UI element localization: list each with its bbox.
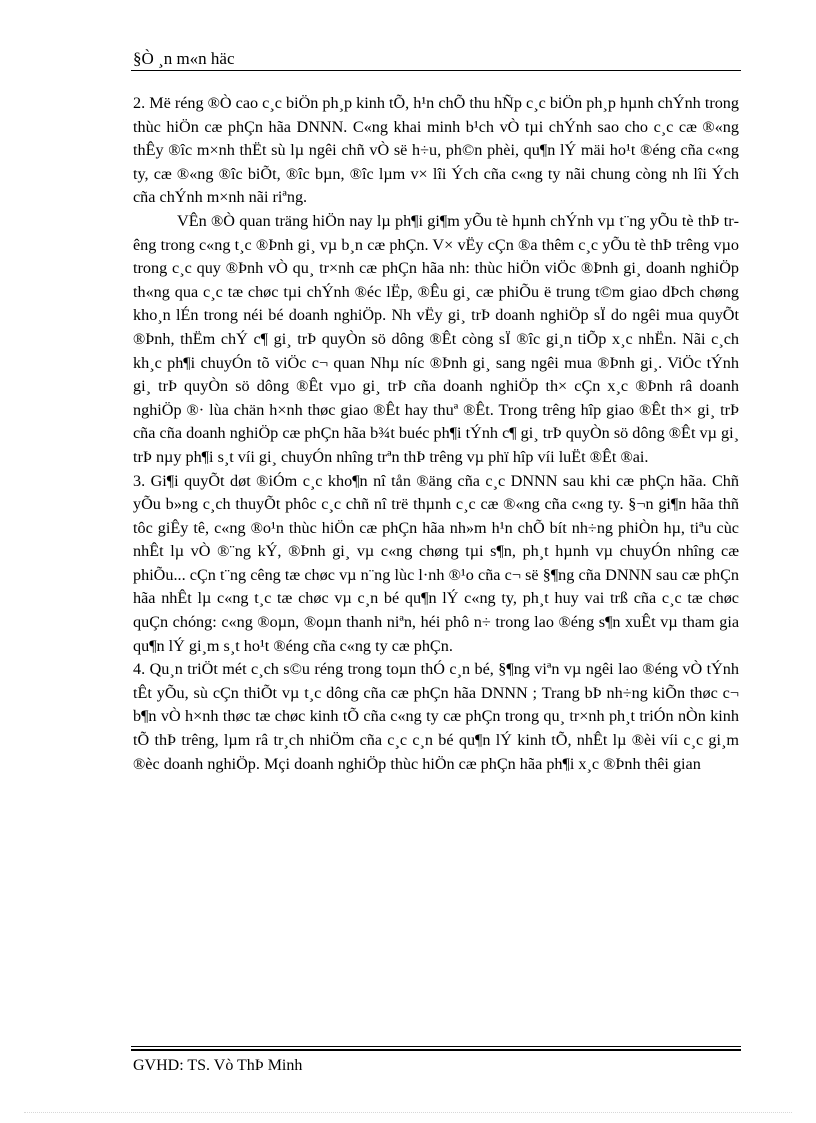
paragraph-point-3: 3. Gi¶i quyÕt døt ®iÓm c¸c kho¶n nî tån ®äng cña c¸c DNNN sau khi cæ phÇn hãa. Chñ yÕu b»ng c¸ch thuyÕt phôc c¸c chñ nî trë thµnh c¸c cæ ®«ng cña c«ng ty. §¬n gi¶n hãa thñ tôc giÊy tê, c«ng ®o¹n thùc hiÖn cæ phÇn hãa nh»m h¹n chÕ bít nh÷ng phiÒn hµ, tiªu cùc nhÊt lµ vÒ ®¨ng kÝ, ®Þnh gi¸ vµ c«ng chøng tµi s¶n, ph¸t hµnh vµ chuyÓn nhîng cæ phiÕu... cÇn t¨ng cêng tæ chøc vµ n¨ng lùc l·nh ®¹o cña c¬ së §¶ng cña DNNN sau cæ phÇn hãa nhÊt lµ c«ng t¸c tæ chøc vµ c¸n bé qu¶n lÝ c«ng ty, ph¸t huy vai trß cña c¸c tæ chøc quÇn chóng: c«ng ®oµn, ®oµn thanh niªn, héi phô n÷ trong lao ®éng s¶n xuÊt vµ tham gia qu¶n lÝ gi¸m s¸t ho¹t ®éng cña c«ng ty cæ phÇn. [133, 471, 739, 655]
header-title: §Ò ¸n m«n häc [133, 49, 235, 68]
page-header [131, 48, 741, 72]
page-footer [131, 1046, 741, 1086]
page-bottom-edge [24, 1112, 792, 1113]
footer-rule-thin [131, 1046, 741, 1047]
header-rule [131, 70, 741, 71]
footer-rule-thick [131, 1049, 741, 1051]
paragraph-point-2: 2. Më réng ®Ò cao c¸c biÖn ph¸p kinh tÕ, h¹n chÕ thu hÑp c¸c biÖn ph¸p hµnh chÝnh trong thùc hiÖn cæ phÇn hãa DNNN. C«ng khai minh b¹ch vÒ tµi chÝnh sao cho c¸c cæ ®«ng thÊy ®îc m×nh thËt sù lµ ngêi chñ vÒ së h÷u, ph©n phèi, qu¶n lÝ mäi ho¹t ®éng cña c«ng ty, cæ ®«ng ®îc biÕt, ®îc bµn, ®îc lµm v× lîi Ých cña c«ng ty nãi chung còng nh lîi Ých cña chÝnh m×nh nãi riªng. [133, 94, 739, 207]
paragraph-market-valuation: VÊn ®Ò quan träng hiÖn nay lµ ph¶i gi¶m yÕu tè hµnh chÝnh vµ t¨ng yÕu tè thÞ trêng trong c«ng t¸c ®Þnh gi¸ vµ b¸n cæ phÇn. V× vËy cÇn ®a thêm c¸c yÕu tè thÞ trêng vµo trong c¸c quy ®Þnh vÒ qu¸ tr×nh cæ phÇn hãa nh: thùc hiÖn viÖc ®Þnh gi¸ doanh nghiÖp th«ng qua c¸c tæ chøc tµi chÝnh ®éc lËp, ®Êu gi¸ cæ phiÕu ë trung t©m giao dÞch chøng kho¸n lÉn trong néi bé doanh nghiÖp. Nh vËy gi¸ trÞ doanh nghiÖp sÏ do ngêi mua quyÕt ®Þnh, thËm chÝ c¶ gi¸ trÞ quyÒn sö dông ®Êt còng sÏ ®îc gi¸n tiÕp x¸c nhËn. Nãi c¸ch kh¸c ph¶i chuyÓn tõ viÖc c¬ quan Nhµ níc ®Þnh gi¸ sang ngêi mua ®Þnh gi¸. ViÖc tÝnh gi¸ trÞ quyÒn sö dông ®Êt vµo gi¸ trÞ cña doanh nghiÖp th× cÇn x¸c ®Þnh râ doanh nghiÖp ®· lùa chän h×nh thøc giao ®Êt hay thuª ®Êt. Trong trêng hîp giao ®Êt th× gi¸ trÞ cña cña doanh nghiÖp cæ phÇn hãa b¾t buéc ph¶i tÝnh c¶ gi¸ trÞ quyÒn sö dông ®Êt vµ gi¸ trÞ nµy ph¶i s¸t víi gi¸ chuyÓn nhîng trªn thÞ trêng vµ phï hîp víi luËt ®Êt ®ai. [133, 211, 739, 466]
footer-advisor: GVHD: TS. Vò ThÞ Minh [133, 1057, 303, 1074]
paragraph-point-4: 4. Qu¸n triÖt mét c¸ch s©u réng trong toµn thÓ c¸n bé, §¶ng viªn vµ ngêi lao ®éng vÒ tÝnh tÊt yÕu, sù cÇn thiÕt vµ t¸c dông cña cæ phÇn hãa DNNN ; Trang bÞ nh÷ng kiÕn thøc c¬ b¶n vÒ h×nh thøc tæ chøc kinh tÕ cña c«ng ty cæ phÇn trong qu¸ tr×nh ph¸t triÓn nÒn kinh tÕ thÞ trêng, lµm râ tr¸ch nhiÖm cña c¸c c¸n bé qu¶n lÝ kinh tÕ, nhÊt lµ ®èi víi c¸c gi¸m ®èc doanh nghiÖp. Mçi doanh nghiÖp thùc hiÖn cæ phÇn hãa ph¶i x¸c ®Þnh thêi gian [133, 660, 739, 773]
document-body [133, 92, 739, 776]
